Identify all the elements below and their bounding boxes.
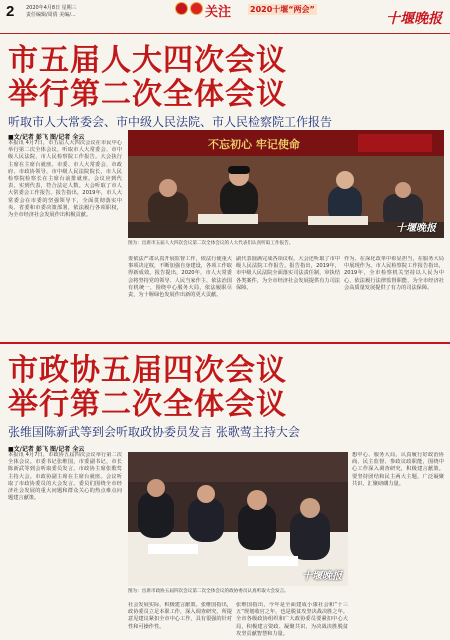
article1-column-2: 委依法严肃认真开展监督工作，依法行使重大事项决定权，不断加强自身建设，各项工作取得新成效。报告提出，2020年，市人大常委会将坚持党的领导、人民当家作主、依法治国有机统一，围绕中心服务大局，依法履职尽责，为十堰绿色发展作出新的更大贡献。 [128, 256, 232, 299]
article2-column-4: 想中心、服务大局，认真履行好政治协商、民主监督、参政议政职能，围绕中心工作深入调查研究，积极建言献策。要坚持团结和民主两大主题，广泛凝聚共识，汇聚磅礴力量。 [352, 452, 444, 487]
section-banner-subtitle: 2020十堰“两会” [250, 5, 315, 14]
article2-headline-line1: 市政协五届四次会议 [8, 353, 287, 388]
newspaper-masthead: 十堰晚报 [386, 11, 442, 27]
article2-column-3: 张维国指出，今年是全面建成小康社会和“十三五”规划收官之年，也是脱贫攻坚决战决胜之年。全市各级政协组织和广大政协委员要紧扣中心大局，积极建言资政、凝聚共识，为决战决胜脱贫攻坚贡献智慧和力量。 [236, 602, 348, 637]
section-banner-title: 关注 [205, 5, 232, 20]
article2-headline-line2: 举行第二次全体会议 [8, 387, 287, 422]
page-number: 2 [6, 3, 15, 20]
page-header [0, 0, 450, 34]
article-divider [0, 342, 450, 344]
article2-photo [128, 452, 348, 586]
article1-column-1: 本报讯 4月7日，市五届人大四次会议在市民中心举行第二次全体会议，听取市人大常委会、市中级人民法院、市人民检察院工作报告。大会执行主席在主席台就座。市委、市人大常委会、市政府、市政协领导，市中级人民法院院长、市人民检察院检察长在主席台前排就座。会议应到代表，实到代表，符合法定人数。大会听取了市人大常委会工作报告。报告指出，2019年，市人大常委会在市委的坚强领导下，全面贯彻落实中央、省委和市委决策部署，依法履行各项职权，为全市经济社会发展作出积极贡献。 [8, 140, 122, 219]
date-line: 2020年4月8日 星期三 [26, 5, 77, 11]
svg-text:不忘初心 牢记使命: 不忘初心 牢记使命 [208, 138, 300, 151]
article1-photo-watermark: 十堰晚报 [396, 223, 436, 234]
article1-byline: ■文/记者 彭飞 图/记者 全云 [8, 134, 85, 141]
article1-photo-caption: 图为：出席市五届人大四次会议第二次全体会议的人大代表们认真听取工作报告。 [128, 241, 294, 246]
article2-photo-watermark: 十堰晚报 [302, 571, 342, 582]
article2-photo-caption: 图为：出席市政协五届四次会议第二次全体会议的政协委员认真听取大会发言。 [128, 589, 289, 594]
article1-headline-line1: 市五届人大四次会议 [8, 43, 287, 78]
editor-line: 责任编辑/周倩 美编/... [26, 12, 76, 18]
article1-column-3: 副代表圆满完成各项议程。大会还听取了市中级人民法院工作报告。报告指出，2019年，市中级人民法院全面落实司法责任制，审执结各类案件，为全市经济社会发展提供有力司法保障。 [236, 256, 340, 291]
article2-column-1: 本报讯 4月7日，市政协五届四次会议举行第二次全体会议。市委书记张维国，市委副书记、市长陈新武等到会听取委员发言。市政协主席张歌莺主持大会。市政协副主席在主席台就座。会议听取了市政协委员的大会发言。委员们围绕全市经济社会发展的重大问题和群众关心的热点难点问题建言献策。 [8, 452, 122, 502]
article2-column-2: 社会发展实际，积极建言献策。张维国指出，政协委员立足本职工作，深入调查研究，所提意见建议紧扣全市中心工作，具有很强的针对性和可操作性。 [128, 602, 232, 630]
party-emblem-icon [190, 2, 203, 15]
article2-byline: ■文/记者 彭飞 图/记者 全云 [8, 446, 85, 453]
article1-subheadline: 听取市人大常委会、市中级人民法院、市人民检察院工作报告 [8, 115, 333, 129]
article1-photo [128, 130, 444, 238]
article1-headline-line2: 举行第二次全体会议 [8, 77, 287, 112]
article2-subheadline: 张维国陈新武等到会听取政协委员发言 张歌莺主持大会 [8, 425, 300, 439]
article1-column-4: 作为，在深化改革中彰显担当，在服务大局中展现作为。市人民检察院工作报告指出，2019年，全市检察机关坚持以人民为中心，依法履行法律监督职能，为全市经济社会高质量发展提供了有力的司法保障。 [344, 256, 444, 291]
national-emblem-icon [175, 2, 188, 15]
